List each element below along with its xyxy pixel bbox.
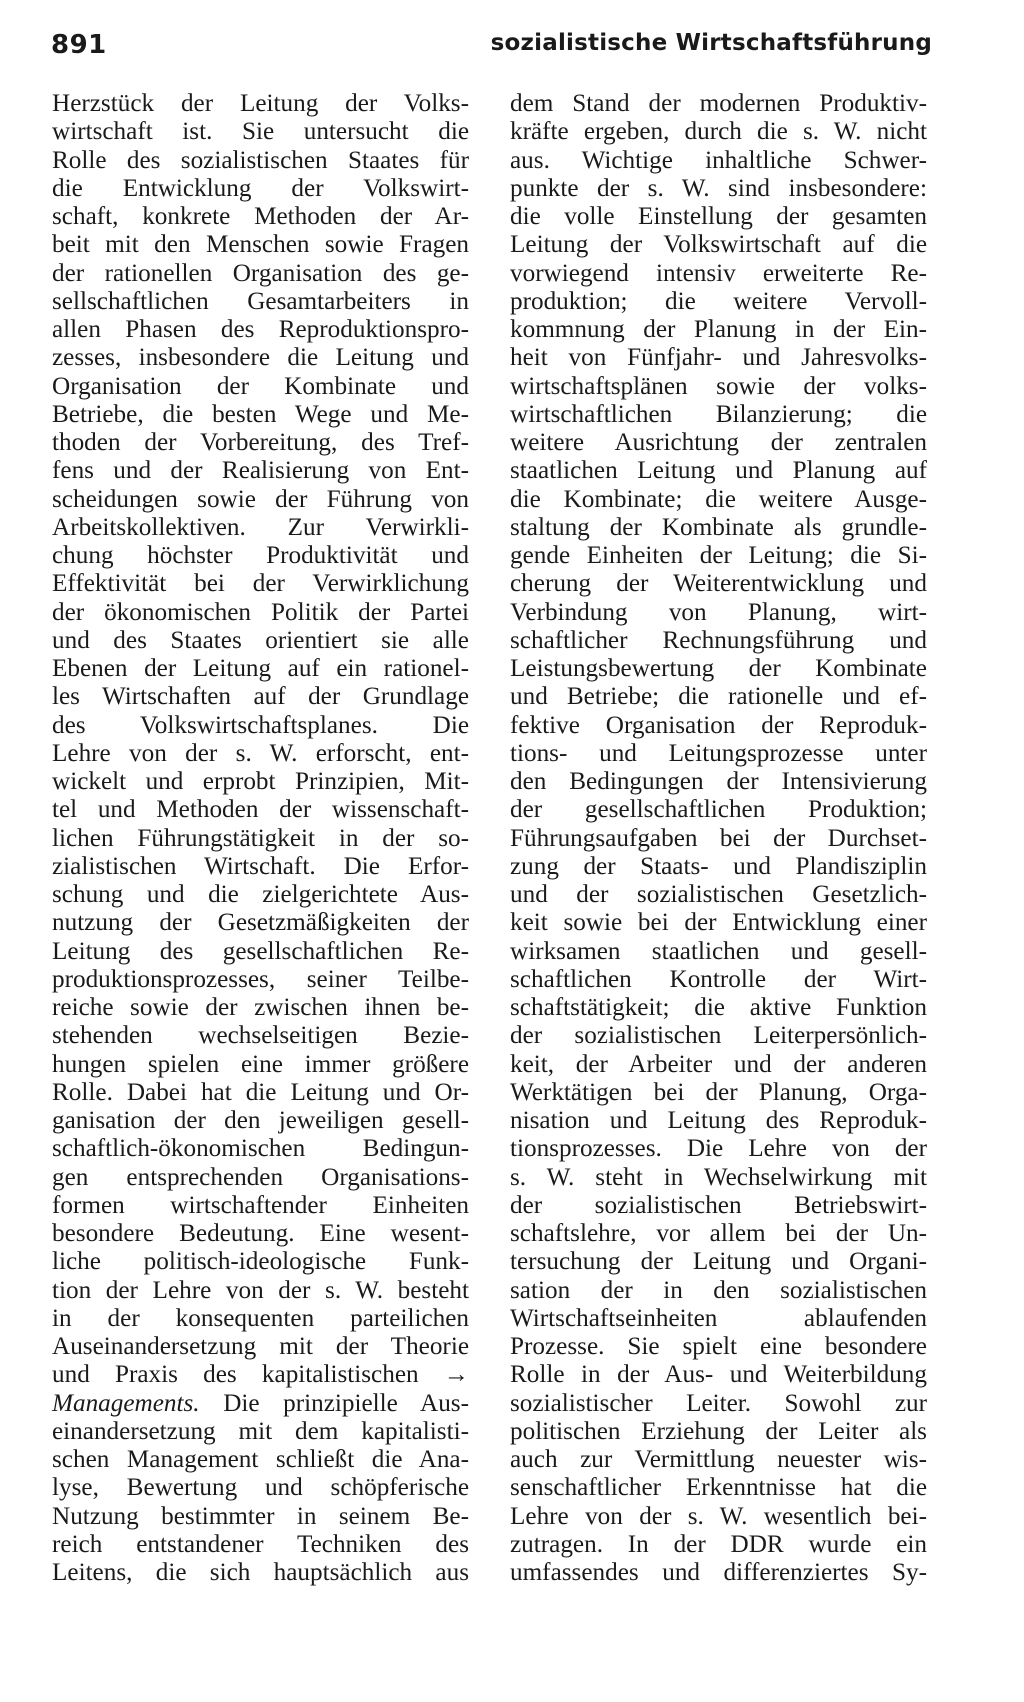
text-line: senschaftlicher Erkenntnisse hat die (510, 1474, 927, 1502)
text-line: keit sowie bei der Entwicklung einer (510, 909, 927, 937)
text-line: politischen Erziehung der Leiter als (510, 1417, 927, 1445)
text-line: wirtschaftlichen Bilanzierung; die (510, 400, 927, 428)
text-line: wirtschaftsplänen sowie der volks- (510, 372, 927, 400)
text-line: scheidungen sowie der Führung von (52, 485, 469, 513)
text-line: einandersetzung mit dem kapitalisti- (52, 1417, 469, 1445)
text-line: lichen Führungstätigkeit in der so- (52, 824, 469, 852)
text-line: besondere Bedeutung. Eine wesent- (52, 1220, 469, 1247)
text-line: sellschaftlichen Gesamtarbeiters in (52, 287, 469, 315)
text-line: les Wirtschaften auf der Grundlage (52, 683, 469, 711)
text-line: schung und die zielgerichtete Aus- (52, 881, 469, 908)
text-line: tion der Lehre von der s. W. besteht (52, 1276, 469, 1304)
text-line: tionsprozesses. Die Lehre von der (510, 1135, 927, 1163)
text-line: produktion; die weitere Vervoll- (510, 287, 927, 315)
text-line: allen Phasen des Reproduktionspro- (52, 316, 469, 343)
text-line: gende Einheiten der Leitung; die Si- (510, 542, 927, 569)
text-line: nisation und Leitung des Reproduk- (510, 1107, 927, 1134)
text-line: der ökonomischen Politik der Partei (52, 598, 469, 626)
text-line: thoden der Vorbereitung, des Tref- (52, 429, 469, 456)
text-line: sation der in den sozialistischen (510, 1276, 927, 1304)
text-line: Nutzung bestimmter in seinem Be- (52, 1502, 469, 1530)
text-line: beit mit den Menschen sowie Fragen (52, 231, 469, 259)
text-line: die Entwicklung der Volkswirt- (52, 174, 469, 202)
text-line: zialistischen Wirtschaft. Die Erfor- (52, 852, 469, 880)
text-line: schaftlich-ökonomischen Bedingun- (52, 1135, 469, 1163)
text-line: Lehre von der s. W. erforscht, ent- (52, 739, 469, 767)
text-line: produktionsprozesses, seiner Teilbe- (52, 965, 469, 993)
text-line: der sozialistischen Betriebswirt- (510, 1191, 927, 1219)
text-line: staatlichen Leitung und Planung auf (510, 457, 927, 485)
text-line: Verbindung von Planung, wirt- (510, 598, 927, 626)
text-line: Rolle. Dabei hat die Leitung und Or- (52, 1078, 469, 1106)
text-line: reich entstandener Techniken des (52, 1530, 469, 1558)
text-line: gen entsprechenden Organisations- (52, 1163, 469, 1191)
text-line: weitere Ausrichtung der zentralen (510, 429, 927, 456)
text-line: nutzung der Gesetzmäßigkeiten der (52, 909, 469, 937)
text-line: Organisation der Kombinate und (52, 372, 469, 400)
text-line: in der konsequenten parteilichen (52, 1304, 469, 1332)
text-line: schaft, konkrete Methoden der Ar- (52, 203, 469, 230)
text-line: schaftlichen Kontrolle der Wirt- (510, 965, 927, 993)
text-line: fens und der Realisierung von Ent- (52, 457, 469, 485)
text-line: kräfte ergeben, durch die s. W. nicht (510, 118, 927, 146)
text-line: und des Staates orientiert sie alle (52, 626, 469, 654)
text-line: Werktätigen bei der Planung, Orga- (510, 1078, 927, 1106)
text-line: Leitung des gesellschaftlichen Re- (52, 937, 469, 965)
text-line: ganisation der den jeweiligen gesell- (52, 1107, 469, 1134)
text-line: hungen spielen eine immer größere (52, 1050, 469, 1078)
text-column-left (52, 90, 469, 1587)
text-line: punkte der s. W. sind insbesondere: (510, 174, 927, 202)
text-line: formen wirtschaftender Einheiten (52, 1191, 469, 1219)
text-line: Führungsaufgaben bei der Durchset- (510, 824, 927, 852)
text-line: auch zur Vermittlung neuester wis- (510, 1446, 927, 1473)
text-line: schaftslehre, vor allem bei der Un- (510, 1220, 927, 1247)
text-line: schaftlicher Rechnungsführung und (510, 626, 927, 654)
text-line: Herzstück der Leitung der Volks- (52, 90, 469, 117)
text-line: liche politisch-ideologische Funk- (52, 1248, 469, 1276)
text-fragment: Die prinzipielle Aus- (199, 1389, 469, 1417)
text-line: den Bedingungen der Intensivierung (510, 768, 927, 795)
text-line: und der sozialistischen Gesetzlich- (510, 881, 927, 908)
text-line (52, 1390, 469, 1418)
text-line: Rolle des sozialistischen Staates für (52, 146, 469, 174)
text-line: und Betriebe; die rationelle und ef- (510, 683, 927, 711)
text-line: zung der Staats- und Plandisziplin (510, 852, 927, 880)
text-line: Lehre von der s. W. wesentlich bei- (510, 1502, 927, 1530)
text-line: Effektivität bei der Verwirklichung (52, 570, 469, 598)
text-line: tersuchung der Leitung und Organi- (510, 1248, 927, 1276)
text-line: schaftstätigkeit; die aktive Funktion (510, 994, 927, 1021)
text-line: lyse, Bewertung und schöpferische (52, 1474, 469, 1502)
text-line: wirksamen staatlichen und gesell- (510, 937, 927, 965)
text-line: zesses, insbesondere die Leitung und (52, 344, 469, 372)
text-line: und Praxis des kapitalistischen → (52, 1361, 469, 1389)
text-line: Rolle in der Aus- und Weiterbildung (510, 1361, 927, 1389)
text-line: vorwiegend intensiv erweiterte Re- (510, 259, 927, 287)
text-line: cherung der Weiterentwicklung und (510, 570, 927, 598)
text-line: Ebenen der Leitung auf ein rationel- (52, 655, 469, 682)
text-line: aus. Wichtige inhaltliche Schwer- (510, 146, 927, 174)
text-line: Wirtschaftseinheiten ablaufenden (510, 1304, 927, 1332)
text-line: die Kombinate; die weitere Ausge- (510, 485, 927, 513)
text-line: kommnung der Planung in der Ein- (510, 316, 927, 343)
text-line: Arbeitskollektiven. Zur Verwirkli- (52, 513, 469, 541)
text-line: der sozialistischen Leiterpersönlich- (510, 1022, 927, 1050)
text-line: reiche sowie der zwischen ihnen be- (52, 994, 469, 1021)
text-line: die volle Einstellung der gesamten (510, 203, 927, 230)
text-line: der rationellen Organisation des ge- (52, 259, 469, 287)
text-line: schen Management schließt die Ana- (52, 1446, 469, 1473)
text-line: stehenden wechselseitigen Bezie- (52, 1022, 469, 1050)
text-line: chung höchster Produktivität und (52, 542, 469, 569)
page-number: 891 (51, 30, 107, 60)
text-column-right (510, 90, 927, 1587)
text-line: des Volkswirtschaftsplanes. Die (52, 711, 469, 739)
running-head: sozialistische Wirtschaftsführung (490, 30, 932, 56)
text-line: wickelt und erprobt Prinzipien, Mit- (52, 768, 469, 795)
text-line: wirtschaft ist. Sie untersucht die (52, 118, 469, 146)
text-line: dem Stand der modernen Produktiv- (510, 90, 927, 117)
text-line: s. W. steht in Wechselwirkung mit (510, 1163, 927, 1191)
text-line: tel und Methoden der wissenschaft- (52, 796, 469, 824)
text-line: umfassendes und differenziertes Sy- (510, 1559, 927, 1586)
text-line: Leitens, die sich hauptsächlich aus (52, 1559, 469, 1586)
text-line: fektive Organisation der Reproduk- (510, 711, 927, 739)
italic-term: Managements. (52, 1389, 200, 1417)
text-line: staltung der Kombinate als grundle- (510, 513, 927, 541)
text-line: Betriebe, die besten Wege und Me- (52, 400, 469, 428)
text-line: Leistungsbewertung der Kombinate (510, 655, 927, 682)
text-line: der gesellschaftlichen Produktion; (510, 796, 927, 824)
text-line: Leitung der Volkswirtschaft auf die (510, 231, 927, 259)
text-line: Auseinandersetzung mit der Theorie (52, 1333, 469, 1360)
text-line: sozialistischer Leiter. Sowohl zur (510, 1389, 927, 1417)
text-line: heit von Fünfjahr- und Jahresvolks- (510, 344, 927, 372)
text-line: tions- und Leitungsprozesse unter (510, 739, 927, 767)
text-line: Prozesse. Sie spielt eine besondere (510, 1333, 927, 1360)
text-line: keit, der Arbeiter und der anderen (510, 1050, 927, 1078)
text-line: zutragen. In der DDR wurde ein (510, 1530, 927, 1558)
